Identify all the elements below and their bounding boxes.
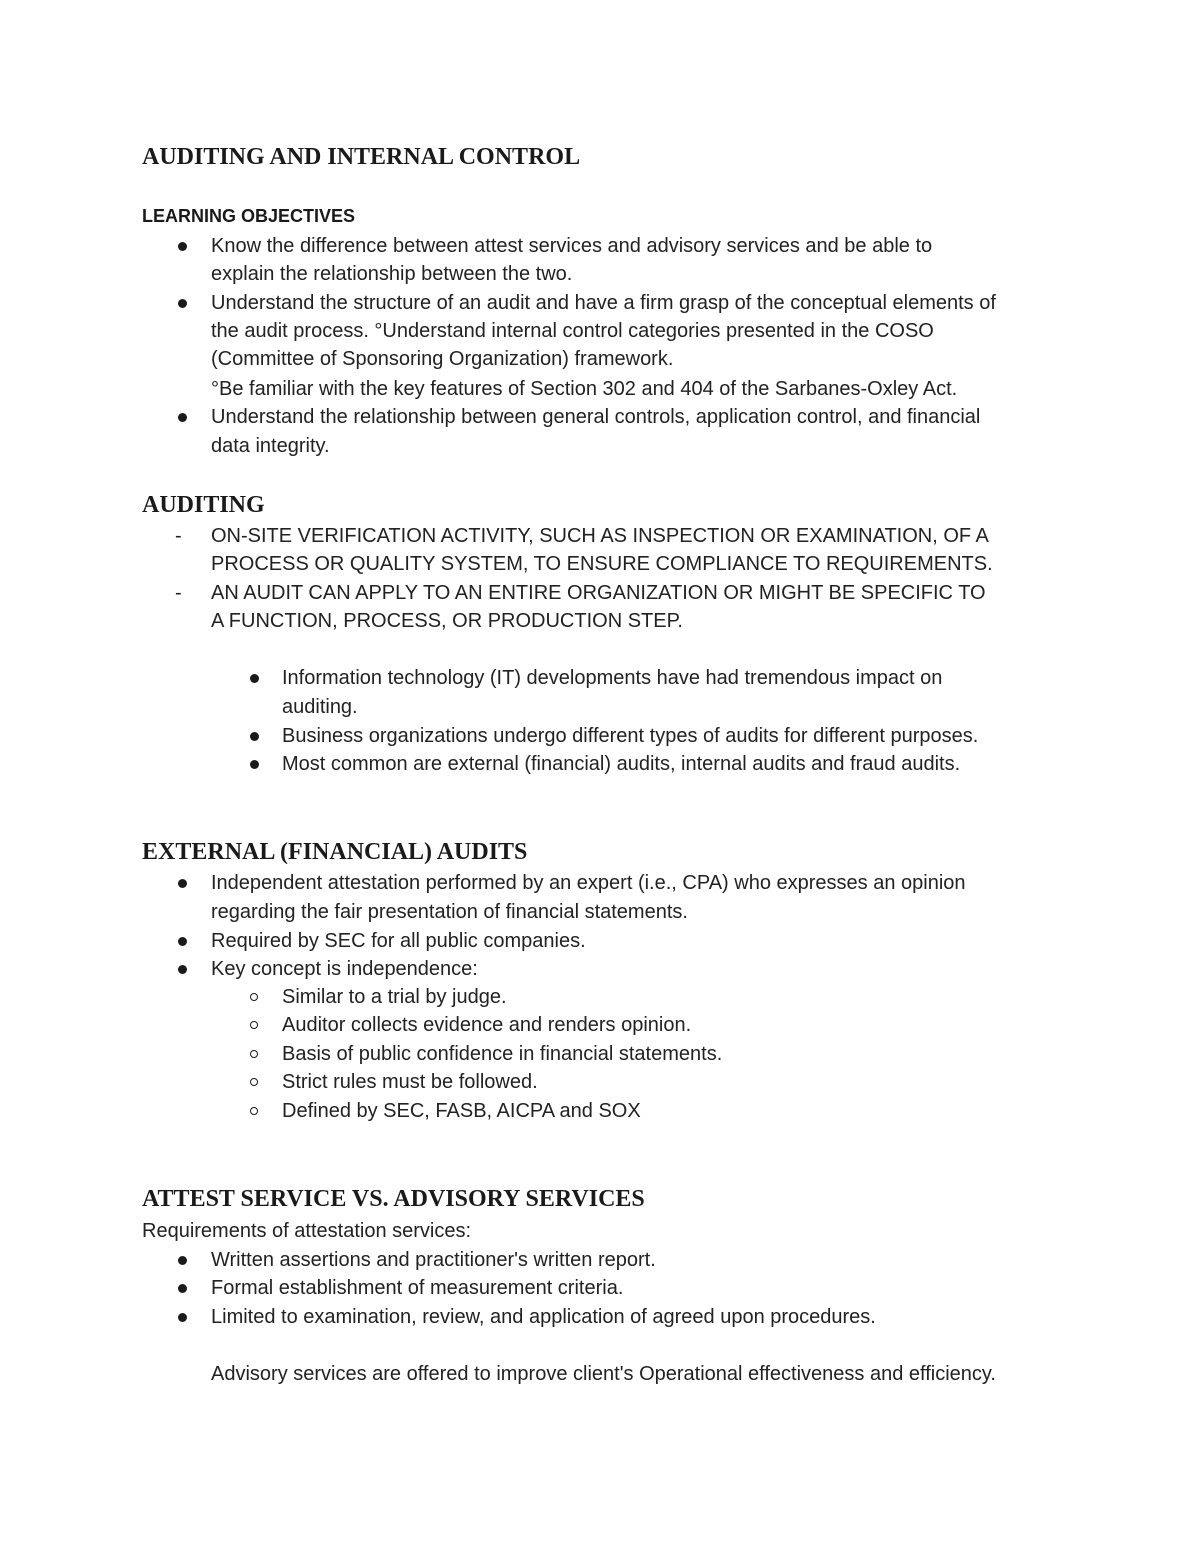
auditing-heading: AUDITING — [142, 492, 265, 518]
external-audits-line: regarding the fair presentation of financial statements. — [211, 901, 688, 923]
objective-line: the audit process. °Understand internal control categories presented in the COSO — [211, 320, 934, 342]
objective-line: data integrity. — [211, 435, 330, 457]
attestation-requirement: Limited to examination, review, and application of agreed upon procedures. — [211, 1306, 876, 1328]
sub-bullet-icon — [250, 1050, 258, 1058]
auditing-definition-line: ON-SITE VERIFICATION ACTIVITY, SUCH AS INSPECTION OR EXAMINATION, OF A — [211, 525, 989, 547]
external-audits-line: Independent attestation performed by an expert (i.e., CPA) who expresses an opinion — [211, 872, 966, 894]
attestation-requirement: Formal establishment of measurement criteria. — [211, 1277, 624, 1299]
learning-objectives-heading: LEARNING OBJECTIVES — [142, 206, 356, 226]
dash-marker: - — [175, 582, 182, 604]
dash-marker: - — [175, 525, 182, 547]
sub-bullet-icon — [250, 1107, 258, 1115]
attestation-requirement: Written assertions and practitioner's written report. — [211, 1249, 656, 1271]
sub-bullet-icon — [250, 1078, 258, 1086]
bullet-icon — [178, 937, 187, 946]
bullet-icon — [178, 413, 187, 422]
advisory-services-note: Advisory services are offered to improve client's Operational effectiveness and efficiency. — [211, 1363, 996, 1385]
independence-item: Strict rules must be followed. — [282, 1071, 538, 1093]
independence-item: Basis of public confidence in financial statements. — [282, 1043, 723, 1065]
auditing-bullet-line: Information technology (IT) developments have had tremendous impact on — [282, 667, 943, 689]
document-title: AUDITING AND INTERNAL CONTROL — [142, 144, 581, 170]
objective-line: explain the relationship between the two. — [211, 263, 573, 285]
objective-line: (Committee of Sponsoring Organization) framework. — [211, 348, 674, 370]
objective-line: Know the difference between attest services and advisory services and be able to — [211, 235, 933, 257]
independence-item: Defined by SEC, FASB, AICPA and SOX — [282, 1100, 641, 1122]
auditing-definition-line: A FUNCTION, PROCESS, OR PRODUCTION STEP. — [211, 610, 683, 632]
objective-line: Understand the structure of an audit and have a firm grasp of the conceptual elements of — [211, 292, 996, 314]
auditing-bullet-line: auditing. — [282, 696, 358, 718]
bullet-icon — [178, 879, 187, 888]
auditing-definition-line: AN AUDIT CAN APPLY TO AN ENTIRE ORGANIZATION OR MIGHT BE SPECIFIC TO — [211, 582, 986, 604]
attestation-intro: Requirements of attestation services: — [142, 1220, 472, 1242]
external-audits-heading: EXTERNAL (FINANCIAL) AUDITS — [142, 839, 528, 865]
auditing-definition-line: PROCESS OR QUALITY SYSTEM, TO ENSURE COMPLIANCE TO REQUIREMENTS. — [211, 553, 993, 575]
bullet-icon — [178, 1256, 187, 1265]
auditing-bullet-line: Business organizations undergo different types of audits for different purposes. — [282, 725, 979, 747]
bullet-icon — [250, 674, 259, 683]
objective-line: Understand the relationship between general controls, application control, and financial — [211, 406, 981, 428]
attest-vs-advisory-heading: ATTEST SERVICE VS. ADVISORY SERVICES — [142, 1186, 645, 1212]
bullet-icon — [250, 760, 259, 769]
bullet-icon — [250, 732, 259, 741]
sub-bullet-icon — [250, 993, 258, 1001]
bullet-icon — [178, 965, 187, 974]
bullet-icon — [178, 242, 187, 251]
bullet-icon — [178, 1313, 187, 1322]
external-audits-line: Required by SEC for all public companies. — [211, 930, 586, 952]
objective-line: °Be familiar with the key features of Section 302 and 404 of the Sarbanes-Oxley Act. — [211, 378, 958, 400]
bullet-icon — [178, 1284, 187, 1293]
independence-item: Similar to a trial by judge. — [282, 986, 507, 1008]
auditing-bullet-line: Most common are external (financial) audits, internal audits and fraud audits. — [282, 753, 961, 775]
independence-item: Auditor collects evidence and renders opinion. — [282, 1014, 692, 1036]
bullet-icon — [178, 299, 187, 308]
external-audits-line: Key concept is independence: — [211, 958, 478, 980]
sub-bullet-icon — [250, 1021, 258, 1029]
